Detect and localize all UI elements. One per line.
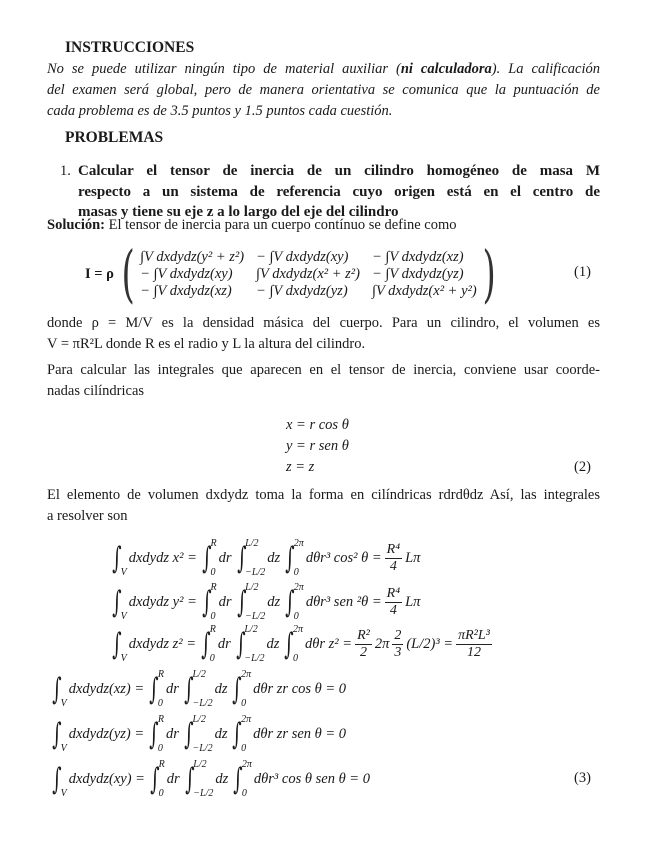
- equals-sign: =: [130, 680, 145, 697]
- integral-lhs: dxdydz y²: [128, 593, 184, 610]
- integral-sign: [109, 582, 127, 622]
- upper-limit: 2π: [241, 714, 252, 725]
- upper-limit: R: [209, 624, 216, 635]
- integral-glyph: ∫: [201, 584, 212, 620]
- lower-limit: 0: [210, 567, 216, 578]
- lower-limit: −L/2: [192, 743, 213, 754]
- integral-limits: [192, 714, 212, 754]
- dr: dr: [217, 635, 231, 652]
- dz: dz: [266, 635, 280, 652]
- instructions-heading: INSTRUCCIONES: [65, 39, 195, 56]
- integral-sign: [181, 714, 213, 754]
- paragraph-2-line-2: nadas cilíndricas: [47, 383, 145, 399]
- fraction: [456, 628, 492, 661]
- integral-glyph: ∫: [112, 584, 122, 620]
- upper-limit: R: [158, 759, 165, 770]
- matrix-cell: − ∫V dxdydz(xy): [256, 248, 349, 265]
- lower-limit: 0: [210, 611, 216, 622]
- integral-glyph: ∫: [201, 626, 211, 662]
- integral-glyph: ∫: [183, 671, 194, 707]
- text: ). La calificación: [491, 61, 600, 77]
- inertia-tensor-equation: [85, 237, 501, 310]
- upper-limit: L/2: [192, 669, 206, 680]
- matrix-cell: − ∫V dxdydz(xz): [140, 282, 232, 299]
- emphasis: ni calculadora: [400, 61, 492, 77]
- integral-glyph: ∫: [149, 671, 159, 707]
- lower-limit: 0: [209, 653, 215, 664]
- integral-sign: [146, 669, 164, 709]
- integral-sign: [146, 714, 164, 754]
- integral-sign: [281, 624, 303, 664]
- integral-glyph: ∫: [233, 761, 243, 797]
- lower-limit: V: [60, 788, 67, 799]
- integral-sign: [234, 582, 266, 622]
- matrix-cell: ∫V dxdydz(x² + z²): [256, 265, 360, 282]
- dz: dz: [267, 549, 281, 566]
- integral-sign: [199, 538, 217, 578]
- fraction: [385, 542, 402, 575]
- matrix-cell: − ∫V dxdydz(yz): [371, 265, 464, 282]
- integral-glyph: ∫: [52, 761, 62, 797]
- integral-glyph: ∫: [112, 626, 122, 662]
- dr: dr: [165, 725, 179, 742]
- integral-sign: [230, 759, 252, 799]
- integral-sign: [49, 669, 67, 709]
- integral-row: [47, 759, 370, 799]
- integrand: dθr³ sen ²θ =: [305, 593, 382, 610]
- dz: dz: [214, 725, 228, 742]
- upper-limit: R: [157, 669, 164, 680]
- integral-sign: [229, 714, 251, 754]
- lower-limit: 0: [241, 743, 247, 754]
- upper-limit: R: [157, 714, 164, 725]
- integral-sign: [199, 582, 217, 622]
- matrix-cell: − ∫V dxdydz(yz): [256, 282, 348, 299]
- equation-number-1: (1): [574, 264, 591, 280]
- numerator: 2: [394, 627, 402, 643]
- numerator: R⁴: [386, 541, 401, 557]
- equation-number-3: (3): [574, 770, 591, 786]
- integral-limits: [294, 582, 304, 622]
- integral-lhs: dxdydz x²: [128, 549, 184, 566]
- integrand: dθr zr cos θ = 0: [253, 680, 347, 697]
- integral-limits: [241, 669, 251, 709]
- integral-sign: [182, 759, 214, 799]
- fraction: [355, 628, 372, 661]
- upper-limit: L/2: [244, 624, 258, 635]
- matrix-cell: − ∫V dxdydz(xz): [371, 248, 464, 265]
- lower-limit: −L/2: [245, 611, 266, 622]
- integral-lhs: dxdydz(xy): [68, 770, 132, 787]
- item-number: 1.: [60, 163, 71, 179]
- lower-limit: −L/2: [193, 788, 214, 799]
- integral-limits: [61, 669, 67, 709]
- equals-sign: =: [183, 593, 197, 610]
- upper-limit: 2π: [241, 669, 252, 680]
- dz: dz: [267, 593, 281, 610]
- integral-sign: [233, 624, 265, 664]
- result-term: Lπ: [405, 593, 421, 610]
- dr: dr: [218, 593, 232, 610]
- problems-heading: PROBLEMAS: [65, 129, 164, 146]
- equation-number-2: (2): [574, 459, 591, 475]
- integral-glyph: ∫: [285, 540, 295, 576]
- integrand: dθr³ cos θ sen θ = 0: [253, 770, 370, 787]
- problem-line-2: respecto a un sistema de referencia cuyo origen está en el centro de: [78, 184, 600, 200]
- integral-glyph: ∫: [149, 716, 159, 752]
- left-paren: (: [121, 237, 135, 310]
- integral-limits: [293, 624, 303, 664]
- integral-sign: [229, 669, 251, 709]
- lower-limit: V: [60, 743, 67, 754]
- integral-sign: [109, 538, 127, 578]
- integral-sign: [282, 582, 304, 622]
- paragraph-3-line-1: El elemento de volumen dxdydz toma la forma en cilíndricas rdrdθdz Así, las integrales: [47, 487, 600, 503]
- lower-limit: V: [120, 653, 127, 664]
- lower-limit: V: [60, 698, 67, 709]
- integral-limits: [242, 759, 252, 799]
- equals-sign: =: [182, 635, 197, 652]
- denominator: 2: [359, 644, 367, 660]
- fraction: [385, 586, 402, 619]
- integral-limits: [241, 714, 251, 754]
- integral-lhs: dxdydz(xz): [68, 680, 131, 697]
- upper-limit: R: [210, 582, 217, 593]
- fraction: [392, 628, 403, 661]
- coord-z: z = z: [286, 459, 315, 475]
- dr: dr: [166, 770, 180, 787]
- integral-limits: [294, 538, 304, 578]
- upper-limit: 2π: [241, 759, 252, 770]
- denominator: 12: [466, 644, 481, 660]
- integral-glyph: ∫: [183, 716, 194, 752]
- integral-limits: [61, 759, 67, 799]
- integral-glyph: ∫: [52, 671, 62, 707]
- instructions-line-1: [47, 61, 600, 78]
- integral-limits: [61, 714, 67, 754]
- integrand: dθr³ cos² θ =: [305, 549, 382, 566]
- integral-limits: [121, 582, 127, 622]
- integral-lhs: dxdydz(yz): [68, 725, 131, 742]
- integral-limits: [158, 669, 164, 709]
- lower-limit: 0: [293, 567, 299, 578]
- lower-limit: 0: [241, 698, 247, 709]
- integral-sign: [109, 624, 127, 664]
- denominator: 3: [394, 644, 402, 660]
- integral-sign: [234, 538, 266, 578]
- result-term: (L/2)³ =: [406, 635, 454, 652]
- integral-glyph: ∫: [201, 540, 212, 576]
- integral-glyph: ∫: [236, 584, 247, 620]
- integrand: dθr zr sen θ = 0: [253, 725, 347, 742]
- integral-row: [107, 624, 495, 664]
- integral-sign: [181, 669, 213, 709]
- dz: dz: [215, 770, 229, 787]
- lower-limit: V: [120, 611, 127, 622]
- integral-sign: [49, 759, 67, 799]
- integral-row: [107, 538, 420, 578]
- lower-limit: 0: [157, 698, 163, 709]
- coord-x: x = r cos θ: [286, 417, 349, 433]
- equals-sign: =: [130, 725, 145, 742]
- lower-limit: 0: [157, 743, 163, 754]
- matrix-lhs: I = ρ: [85, 265, 114, 282]
- integral-limits: [245, 538, 265, 578]
- integral-sign: [147, 759, 165, 799]
- denominator: 4: [389, 602, 397, 618]
- upper-limit: 2π: [293, 582, 304, 593]
- upper-limit: L/2: [245, 582, 259, 593]
- integral-glyph: ∫: [112, 540, 122, 576]
- right-paren: ): [482, 237, 496, 310]
- integral-glyph: ∫: [232, 716, 242, 752]
- dr: dr: [218, 549, 232, 566]
- result-term: Lπ: [405, 549, 421, 566]
- upper-limit: R: [210, 538, 217, 549]
- integral-limits: [121, 624, 127, 664]
- integral-limits: [244, 624, 264, 664]
- equals-sign: =: [131, 770, 145, 787]
- problem-line-3: masas y tiene su eje z a lo largo del eje del cilindro: [78, 204, 399, 220]
- coord-y: y = r sen θ: [286, 438, 349, 454]
- matrix-grid: [140, 249, 477, 300]
- numerator: R²: [357, 627, 370, 643]
- result-term: 2π: [374, 635, 390, 652]
- upper-limit: L/2: [245, 538, 259, 549]
- integral-glyph: ∫: [232, 671, 242, 707]
- integral-glyph: ∫: [150, 761, 160, 797]
- integral-sign: [49, 714, 67, 754]
- integral-lhs: dxdydz z²: [128, 635, 183, 652]
- lower-limit: 0: [293, 653, 298, 664]
- problem-line-1: Calcular el tensor de inercia de un cilindro homogéneo de masa M: [78, 163, 600, 179]
- integral-row: [47, 669, 346, 709]
- integral-glyph: ∫: [184, 761, 195, 797]
- paragraph-3-line-2: a resolver son: [47, 508, 128, 524]
- instructions-line-2: del examen será global, pero de manera orientativa se comunica que la puntuación de: [47, 82, 600, 98]
- integral-limits: [193, 759, 213, 799]
- dr: dr: [165, 680, 179, 697]
- denominator: 4: [389, 558, 397, 574]
- paragraph-1-line-1: donde ρ = M/V es la densidad másica del cuerpo. Para un cilindro, el volumen es: [47, 315, 600, 331]
- integral-glyph: ∫: [236, 540, 247, 576]
- lower-limit: −L/2: [244, 653, 265, 664]
- integral-glyph: ∫: [235, 626, 246, 662]
- integral-glyph: ∫: [284, 626, 294, 662]
- integral-glyph: ∫: [52, 716, 62, 752]
- upper-limit: 2π: [293, 538, 304, 549]
- integral-row: [47, 714, 346, 754]
- integral-limits: [210, 624, 216, 664]
- numerator: πR²L³: [458, 627, 490, 643]
- matrix-cell: ∫V dxdydz(y² + z²): [140, 248, 245, 265]
- text: No se puede utilizar ningún tipo de material auxiliar (: [47, 61, 401, 77]
- integral-limits: [159, 759, 165, 799]
- integral-limits: [192, 669, 212, 709]
- integrand: dθr z² =: [305, 635, 353, 652]
- upper-limit: L/2: [192, 714, 206, 725]
- integral-row: [107, 582, 420, 622]
- matrix-cell: ∫V dxdydz(x² + y²): [371, 282, 477, 299]
- upper-limit: 2π: [293, 624, 304, 635]
- integral-sign: [282, 538, 304, 578]
- integral-limits: [121, 538, 127, 578]
- paragraph-2-line-1: Para calcular las integrales que aparecen en el tensor de inercia, conviene usar coorde-: [47, 362, 600, 378]
- upper-limit: L/2: [193, 759, 207, 770]
- paragraph-1-line-2: V = πR²L donde R es el radio y L la altura del cilindro.: [47, 336, 366, 352]
- equals-sign: =: [183, 549, 197, 566]
- integral-sign: [198, 624, 216, 664]
- matrix-cell: − ∫V dxdydz(xy): [140, 265, 233, 282]
- integral-limits: [245, 582, 265, 622]
- lower-limit: 0: [158, 788, 164, 799]
- lower-limit: 0: [293, 611, 299, 622]
- integral-limits: [158, 714, 164, 754]
- solution-intro: [47, 217, 457, 234]
- dz: dz: [214, 680, 228, 697]
- text: El tensor de inercia para un cuerpo contínuo se define como: [108, 217, 457, 233]
- lower-limit: 0: [241, 788, 247, 799]
- solution-label: Solución:: [47, 217, 106, 233]
- lower-limit: −L/2: [245, 567, 266, 578]
- lower-limit: V: [120, 567, 127, 578]
- integral-glyph: ∫: [285, 584, 295, 620]
- lower-limit: −L/2: [192, 698, 213, 709]
- instructions-line-3: cada problema es de 3.5 puntos y 1.5 puntos cada cuestión.: [47, 103, 393, 119]
- numerator: R⁴: [386, 585, 401, 601]
